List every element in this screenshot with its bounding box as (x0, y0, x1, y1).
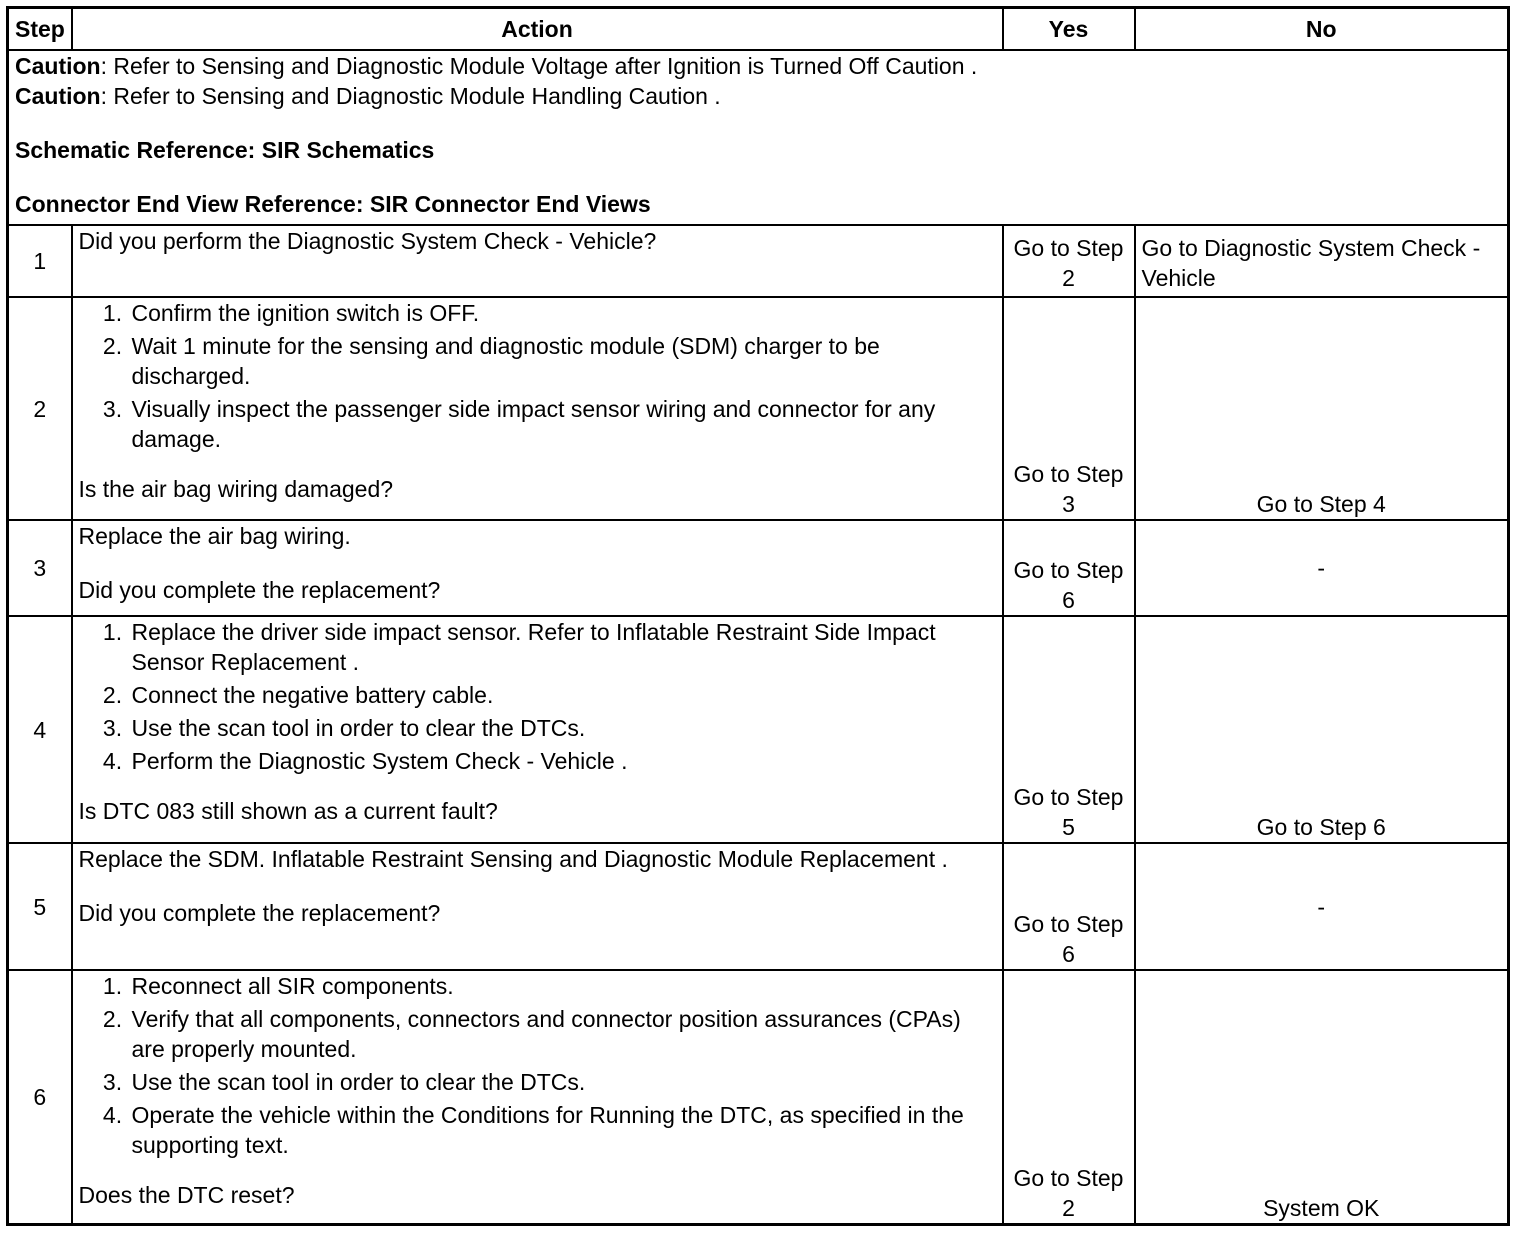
yes-result: Go to Step 3 (1003, 297, 1135, 520)
step-row (8, 225, 1509, 297)
action-item: 4. Perform the Diagnostic System Check - Vehicle . (129, 746, 996, 776)
step-row (8, 297, 1509, 520)
step-number: 5 (8, 843, 72, 970)
no-result: System OK (1135, 970, 1509, 1224)
action-list (79, 971, 996, 1160)
no-result: - (1135, 843, 1509, 970)
action-question: Did you complete the replacement? (78, 577, 441, 603)
action-list (79, 298, 996, 454)
action-text: Did you perform the Diagnostic System Check - Vehicle? (72, 225, 1003, 297)
connector-reference: Connector End View Reference: SIR Connector End Views (15, 191, 651, 217)
action-cell (72, 297, 1003, 520)
no-result: Go to Step 4 (1135, 297, 1509, 520)
step-row (8, 616, 1509, 843)
no-result: Go to Diagnostic System Check - Vehicle (1135, 225, 1509, 297)
yes-result: Go to Step 6 (1003, 520, 1135, 616)
action-cell (72, 843, 1003, 970)
action-item: 3. Use the scan tool in order to clear the DTCs. (129, 713, 996, 743)
yes-result: Go to Step 2 (1003, 225, 1135, 297)
step-number: 1 (8, 225, 72, 297)
yes-result: Go to Step 2 (1003, 970, 1135, 1224)
step-number: 6 (8, 970, 72, 1224)
action-item: 1. Reconnect all SIR components. (129, 971, 996, 1001)
step-number: 2 (8, 297, 72, 520)
action-item: 2. Wait 1 minute for the sensing and diagnostic module (SDM) charger to be discharged. (129, 331, 996, 391)
intro-row (8, 50, 1509, 225)
yes-result: Go to Step 5 (1003, 616, 1135, 843)
caution-label: Caution (15, 83, 101, 109)
schematic-reference: Schematic Reference: SIR Schematics (15, 137, 435, 163)
action-text: Replace the SDM. Inflatable Restraint Sensing and Diagnostic Module Replacement . (78, 846, 948, 872)
action-question: Is DTC 083 still shown as a current fault? (78, 798, 498, 824)
header-step: Step (8, 8, 72, 51)
caution-label: Caution (15, 53, 101, 79)
header-row (8, 8, 1509, 51)
header-yes: Yes (1003, 8, 1135, 51)
action-item: 2. Verify that all components, connectors and connector position assurances (CPAs) are properly mounted. (129, 1004, 996, 1064)
no-result: - (1135, 520, 1509, 616)
header-no: No (1135, 8, 1509, 51)
step-row (8, 970, 1509, 1224)
action-cell (72, 616, 1003, 843)
step-number: 3 (8, 520, 72, 616)
action-question: Does the DTC reset? (78, 1182, 295, 1208)
no-result: Go to Step 6 (1135, 616, 1509, 843)
action-list (79, 617, 996, 776)
action-item: 2. Connect the negative battery cable. (129, 680, 996, 710)
yes-result: Go to Step 6 (1003, 843, 1135, 970)
caution-line-2 (15, 81, 1501, 111)
action-item: 1. Replace the driver side impact sensor. Refer to Inflatable Restraint Side Impact Sensor Replacement . (129, 617, 996, 677)
step-row (8, 520, 1509, 616)
action-text: Replace the air bag wiring. (78, 523, 351, 549)
caution-text: : Refer to Sensing and Diagnostic Module Handling Caution . (100, 83, 721, 109)
action-item: 3. Visually inspect the passenger side impact sensor wiring and connector for any damage. (129, 394, 996, 454)
diagnostic-table (6, 6, 1510, 1226)
action-question: Is the air bag wiring damaged? (78, 476, 394, 502)
header-action: Action (72, 8, 1003, 51)
action-cell (72, 520, 1003, 616)
action-item: 1. Confirm the ignition switch is OFF. (129, 298, 996, 328)
action-item: 3. Use the scan tool in order to clear the DTCs. (129, 1067, 996, 1097)
action-question: Did you complete the replacement? (78, 900, 441, 926)
action-cell (72, 970, 1003, 1224)
intro-cell (8, 50, 1509, 225)
action-item: 4. Operate the vehicle within the Conditions for Running the DTC, as specified in the supporting text. (129, 1100, 996, 1160)
caution-line-1 (15, 51, 1501, 81)
step-row (8, 843, 1509, 970)
caution-text: : Refer to Sensing and Diagnostic Module Voltage after Ignition is Turned Off Caution . (100, 53, 978, 79)
step-number: 4 (8, 616, 72, 843)
